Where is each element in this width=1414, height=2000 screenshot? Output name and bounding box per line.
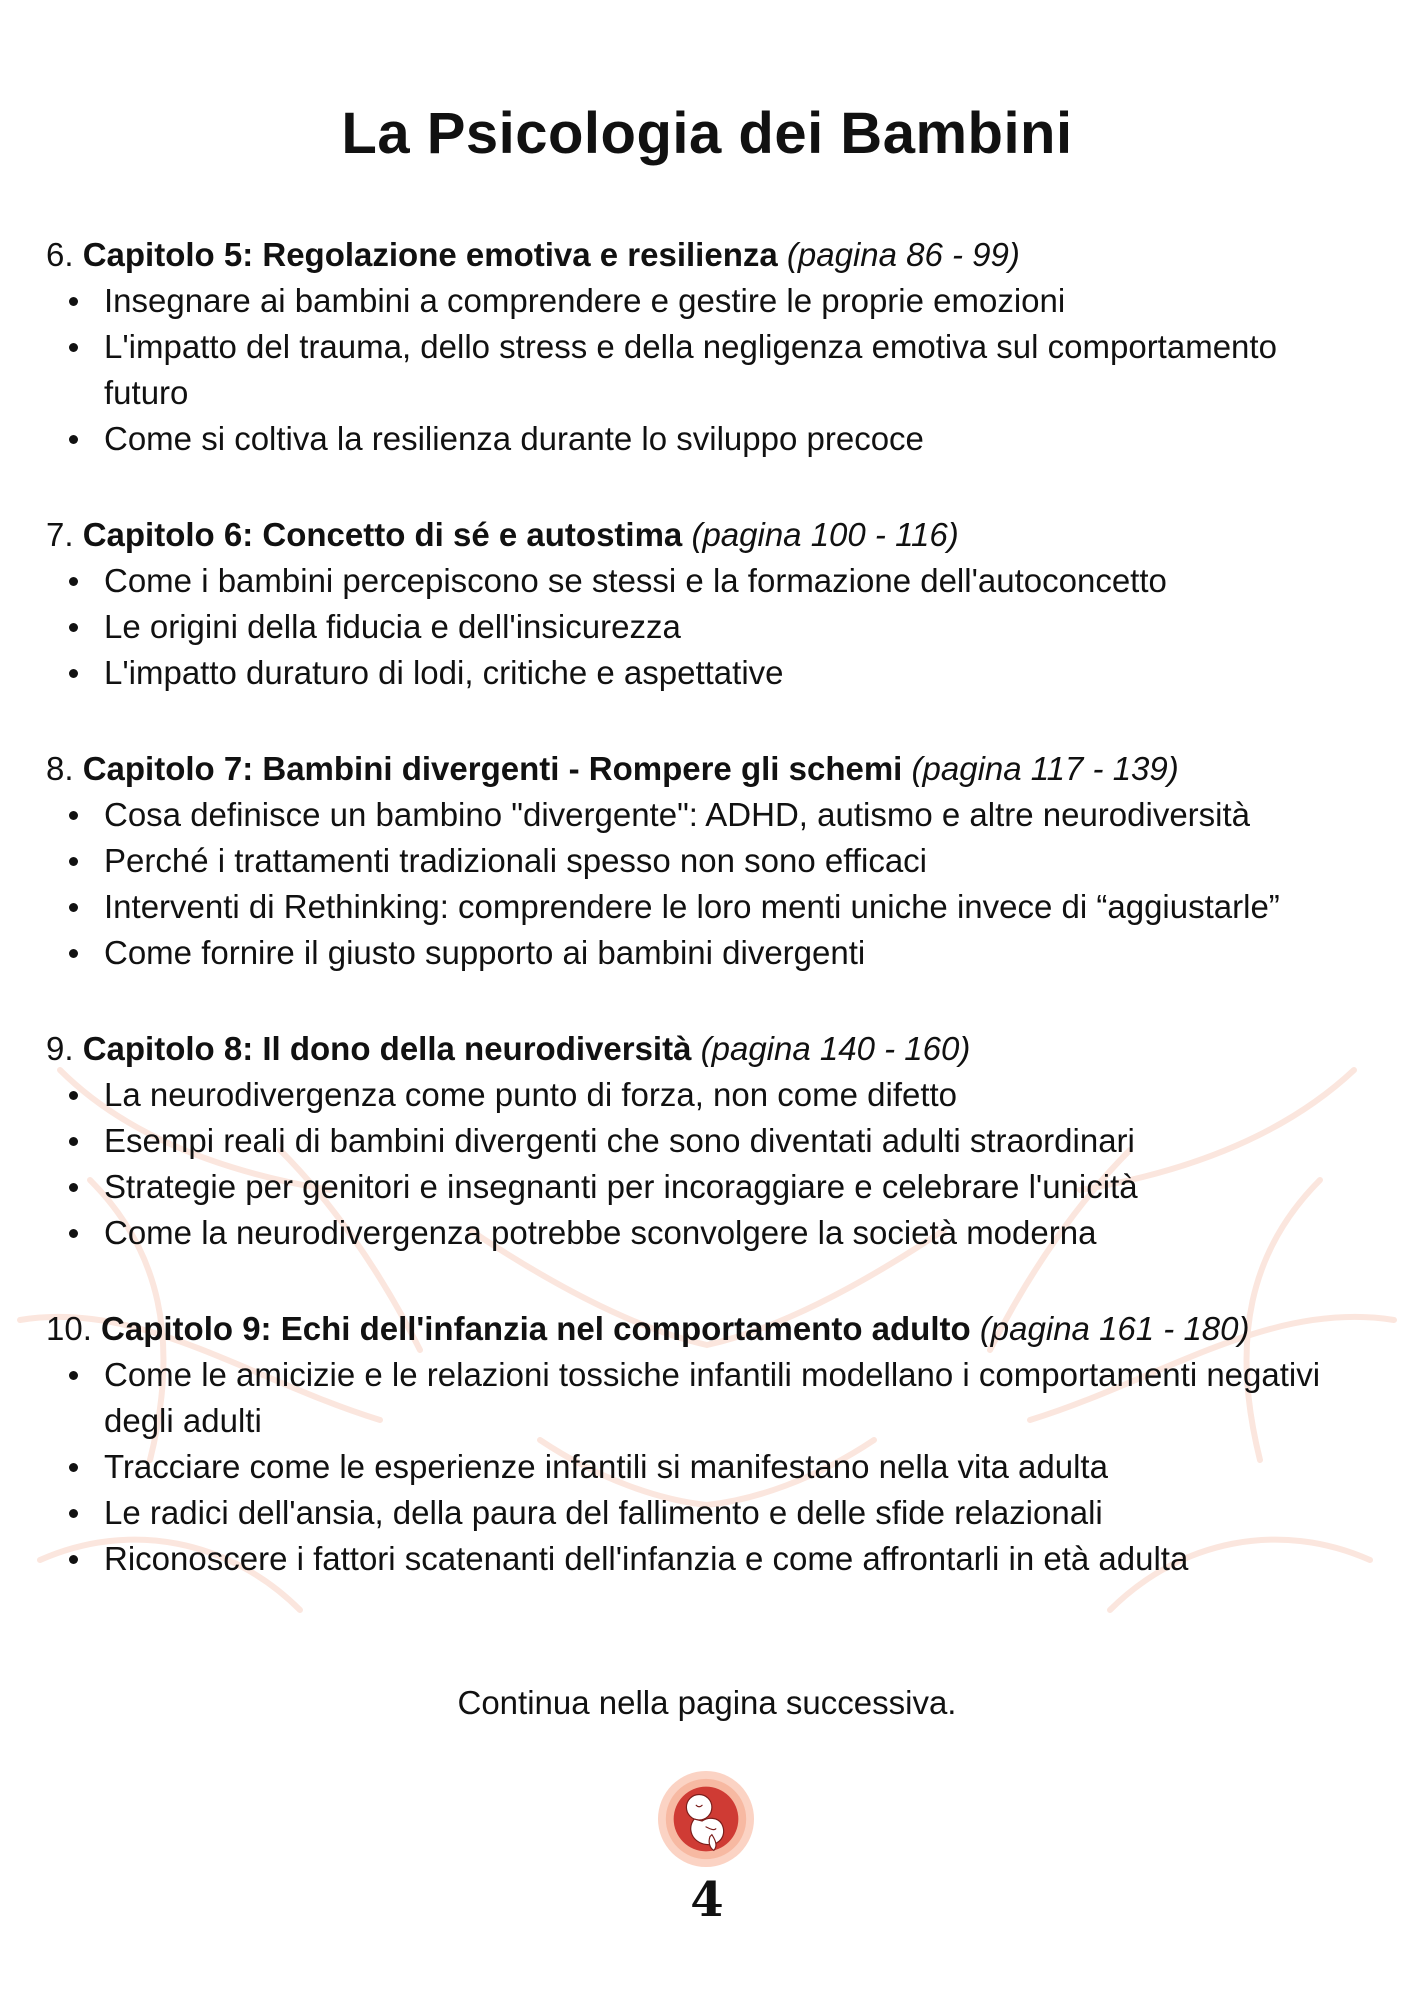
chapter-topics bbox=[46, 278, 1366, 462]
topic-item: Come i bambini percepiscono se stessi e la formazione dell'autoconcetto bbox=[46, 558, 1366, 604]
topic-item: Interventi di Rethinking: comprendere le loro menti uniche invece di “aggiustarle” bbox=[46, 884, 1366, 930]
topic-item: Tracciare come le esperienze infantili si manifestano nella vita adulta bbox=[46, 1444, 1366, 1490]
chapter-entry-9 bbox=[46, 1026, 1366, 1256]
chapter-number: 6. bbox=[46, 236, 74, 273]
page-title: La Psicologia dei Bambini bbox=[341, 101, 1073, 166]
chapter-number: 7. bbox=[46, 516, 74, 553]
topic-item: Come la neurodivergenza potrebbe sconvolgere la società moderna bbox=[46, 1210, 1366, 1256]
topic-item: Strategie per genitori e insegnanti per incoraggiare e celebrare l'unicità bbox=[46, 1164, 1366, 1210]
chapter-title: Capitolo 7: Bambini divergenti - Rompere gli schemi bbox=[82, 750, 903, 787]
chapter-topics bbox=[46, 792, 1366, 976]
chapter-title: Capitolo 6: Concetto di sé e autostima bbox=[82, 516, 683, 553]
topic-item: Come le amicizie e le relazioni tossiche infantili modellano i comportamenti negativi degli adulti bbox=[46, 1352, 1366, 1444]
chapter-topics bbox=[46, 1352, 1366, 1582]
continue-note: Continua nella pagina successiva. bbox=[457, 1684, 957, 1721]
page-number: 4 bbox=[690, 1872, 724, 1928]
chapter-heading bbox=[46, 1026, 1366, 1072]
chapter-number: 9. bbox=[46, 1030, 74, 1067]
chapter-pages: (pagina 140 - 160) bbox=[700, 1030, 971, 1067]
chapter-pages: (pagina 117 - 139) bbox=[911, 750, 1179, 787]
topic-item: Le origini della fiducia e dell'insicurezza bbox=[46, 604, 1366, 650]
chapter-list bbox=[46, 232, 1366, 1632]
chapter-topics bbox=[46, 558, 1366, 696]
topic-item: Esempi reali di bambini divergenti che sono diventati adulti straordinari bbox=[46, 1118, 1366, 1164]
topic-item: Perché i trattamenti tradizionali spesso non sono efficaci bbox=[46, 838, 1366, 884]
topic-item: Cosa definisce un bambino "divergente": ADHD, autismo e altre neurodiversità bbox=[46, 792, 1366, 838]
chapter-pages: (pagina 86 - 99) bbox=[786, 236, 1020, 273]
chapter-pages: (pagina 161 - 180) bbox=[979, 1310, 1250, 1347]
chapter-heading bbox=[46, 746, 1366, 792]
topic-item: Le radici dell'ansia, della paura del fallimento e delle sfide relazionali bbox=[46, 1490, 1366, 1536]
chapter-title: Capitolo 5: Regolazione emotiva e resilienza bbox=[82, 236, 778, 273]
fetus-icon bbox=[657, 1770, 755, 1868]
topic-item: L'impatto del trauma, dello stress e della negligenza emotiva sul comportamento futuro bbox=[46, 324, 1366, 416]
topic-item: Come si coltiva la resilienza durante lo sviluppo precoce bbox=[46, 416, 1366, 462]
chapter-entry-10 bbox=[46, 1306, 1366, 1582]
chapter-title: Capitolo 9: Echi dell'infanzia nel comportamento adulto bbox=[101, 1310, 971, 1347]
chapter-heading bbox=[46, 232, 1366, 278]
chapter-entry-7 bbox=[46, 512, 1366, 696]
chapter-heading bbox=[46, 1306, 1366, 1352]
topic-item: Riconoscere i fattori scatenanti dell'infanzia e come affrontarli in età adulta bbox=[46, 1536, 1366, 1582]
chapter-topics bbox=[46, 1072, 1366, 1256]
topic-item: L'impatto duraturo di lodi, critiche e aspettative bbox=[46, 650, 1366, 696]
chapter-heading bbox=[46, 512, 1366, 558]
chapter-number: 8. bbox=[46, 750, 74, 787]
topic-item: Insegnare ai bambini a comprendere e gestire le proprie emozioni bbox=[46, 278, 1366, 324]
chapter-entry-6 bbox=[46, 232, 1366, 462]
chapter-entry-8 bbox=[46, 746, 1366, 976]
chapter-title: Capitolo 8: Il dono della neurodiversità bbox=[82, 1030, 692, 1067]
chapter-pages: (pagina 100 - 116) bbox=[691, 516, 959, 553]
topic-item: La neurodivergenza come punto di forza, non come difetto bbox=[46, 1072, 1366, 1118]
chapter-number: 10. bbox=[46, 1310, 92, 1347]
topic-item: Come fornire il giusto supporto ai bambini divergenti bbox=[46, 930, 1366, 976]
